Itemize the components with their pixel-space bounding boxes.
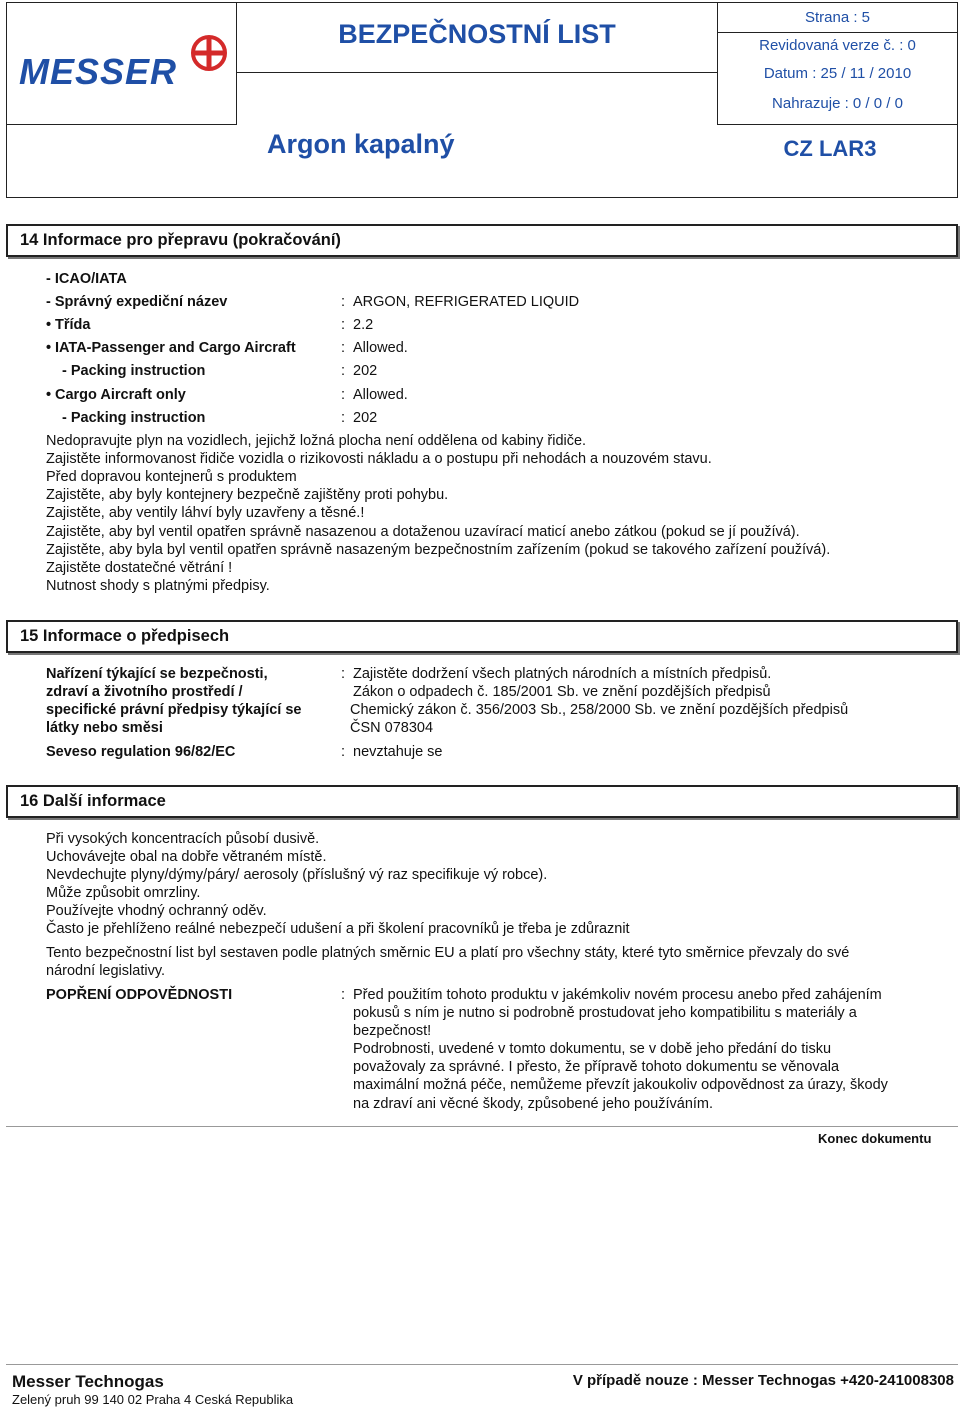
seveso-label: Seveso regulation 96/82/EC (46, 744, 236, 760)
disclaimer-line-5: považovaly za správné. I přesto, že přípravě tohoto dokumentu se věnovala (353, 1059, 840, 1075)
transport-note-8: Zajistěte dostatečné větrání ! (46, 560, 233, 576)
document-title: BEZPEČNOSTNÍ LIST (338, 19, 616, 49)
passenger-cargo-colon: : (341, 340, 346, 356)
regulation-label-1: Nařízení týkající se bezpečnosti, (46, 666, 268, 682)
regulation-label-2: zdraví a životního prostředí / (46, 684, 243, 700)
info-line-2: Uchovávejte obal na dobře větraném místě. (46, 849, 327, 865)
section-16-title: 16 Další informace (20, 792, 166, 810)
packing-instruction-label-1: - Packing instruction (62, 363, 206, 379)
cargo-only-label: • Cargo Aircraft only (55, 386, 186, 404)
seveso-value: nevztahuje se (353, 744, 443, 760)
section-14-heading (6, 224, 958, 257)
disclaimer-line-4: Podrobnosti, uvedené v tomto dokumentu, se v době jeho předání do tisku (353, 1041, 832, 1057)
regulation-value-1: Zajistěte dodržení všech platných národních a místních předpisů. (353, 666, 772, 682)
disclaimer-line-7: na zdraví ani věcné škody, způsobené jeho používáním. (353, 1096, 714, 1112)
packing-instruction-value-2: 202 (353, 410, 378, 426)
disclaimer-colon: : (341, 987, 346, 1003)
page-number: Strana : 5 (718, 7, 957, 33)
revision-date: Datum : 25 / 11 / 2010 (763, 65, 912, 82)
revision-number: Revidovaná verze č. : 0 (759, 37, 916, 54)
footer-company: Messer Technogas (12, 1372, 164, 1391)
class-colon: : (341, 317, 346, 333)
product-area (237, 73, 717, 197)
section-14-title: 14 Informace pro přepravu (pokračování) (20, 231, 341, 249)
legislation-line-2: národní legislativy. (46, 963, 166, 979)
transport-note-9: Nutnost shody s platnými předpisy. (46, 578, 270, 594)
disclaimer-label: POPŘENÍ ODPOVĚDNOSTI (46, 987, 233, 1003)
seveso-colon: : (341, 744, 346, 760)
info-line-4: Může způsobit omrzliny. (46, 885, 201, 901)
cargo-only-value: Allowed. (353, 387, 408, 403)
passenger-cargo-value: Allowed. (353, 340, 408, 356)
passenger-cargo-label: • IATA-Passenger and Cargo Aircraft (55, 339, 296, 357)
section-15-heading (6, 620, 958, 653)
cargo-only-colon: : (341, 387, 346, 403)
messer-logo-icon (189, 33, 229, 73)
packing-instruction-value-1: 202 (353, 363, 378, 379)
packing-instruction-colon-1: : (341, 363, 346, 379)
transport-note-1: Nedopravujte plyn na vozidlech, jejichž ložná plocha není oddělena od kabiny řidiče. (46, 433, 587, 449)
transport-note-4: Zajistěte, aby byly kontejnery bezpečně zajištěny proti pohybu. (46, 487, 449, 503)
product-name: Argon kapalný (267, 129, 455, 159)
packing-instruction-colon-2: : (341, 410, 346, 426)
shipping-name-label: - Správný expediční název (46, 294, 228, 310)
info-line-5: Používejte vhodný ochranný oděv. (46, 903, 267, 919)
end-divider (6, 1126, 958, 1127)
section-16-heading (6, 785, 958, 818)
transport-note-7: Zajistěte, aby byla byl ventil opatřen správně nasazeným bezpečnostním zařízením (pokud se takového zařízení používá). (46, 542, 831, 558)
class-label: • Třída (55, 316, 90, 334)
product-code: CZ LAR3 (783, 136, 877, 161)
info-line-3: Nevdechujte plyny/dýmy/páry/ aerosoly (příslušný vý raz specifikuje vý robce). (46, 867, 548, 883)
footer-divider (6, 1364, 958, 1365)
footer-emergency: V případě nouze : Messer Technogas +420-241008308 (572, 1372, 954, 1389)
disclaimer-line-1: Před použitím tohoto produktu v jakémkoliv novém procesu anebo před zahájením (353, 987, 882, 1003)
logo-area (7, 3, 237, 125)
shipping-name-colon: : (341, 294, 346, 310)
legislation-line-1: Tento bezpečnostní list byl sestaven podle platných směrnic EU a platí pro všechny státy, které tyto směrnice převzaly do své (46, 945, 850, 961)
regulation-label-4: látky nebo směsi (46, 720, 163, 736)
footer-address: Zelený pruh 99 140 02 Praha 4 Ceská Republika (12, 1392, 294, 1407)
messer-logo: MESSER (19, 51, 178, 92)
transport-note-6: Zajistěte, aby byl ventil opatřen správně nasazenou a dotaženou uzavírací maticí anebo zátkou (pokud se jí používá). (46, 524, 800, 540)
shipping-name-value: ARGON, REFRIGERATED LIQUID (353, 294, 580, 310)
regulation-value-4: ČSN 078304 (350, 720, 434, 736)
info-line-1: Při vysokých koncentracích působí dusivě. (46, 831, 320, 847)
disclaimer-line-3: bezpečnost! (353, 1023, 432, 1039)
icao-heading: - ICAO/IATA (46, 271, 127, 287)
transport-note-3: Před dopravou kontejnerů s produktem (46, 469, 297, 485)
regulation-value-2: Zákon o odpadech č. 185/2001 Sb. ve znění pozdějších předpisů (353, 684, 771, 700)
revision-info (717, 3, 957, 125)
info-line-6: Často je přehlíženo reálné nebezpečí udušení a při školení pracovníků je třeba je zdůraznit (46, 921, 630, 937)
transport-note-5: Zajistěte, aby ventily láhví byly uzavřeny a těsné.! (46, 505, 365, 521)
packing-instruction-label-2: - Packing instruction (62, 410, 206, 426)
regulation-colon: : (341, 666, 346, 682)
replaces-info: Nahrazuje : 0 / 0 / 0 (772, 95, 903, 112)
class-value: 2.2 (353, 317, 374, 333)
regulation-label-3: specifické právní předpisy týkající se (46, 702, 302, 718)
end-of-document: Konec dokumentu (818, 1131, 932, 1146)
title-area (237, 3, 717, 73)
disclaimer-line-2: pokusů s ním je nutno si podrobně prostudovat jeho kompatibilitu s materiály a (353, 1005, 857, 1021)
regulation-value-3: Chemický zákon č. 356/2003 Sb., 258/2000 Sb. ve znění pozdějších předpisů (350, 702, 849, 718)
disclaimer-line-6: maximální možná péče, nemůžeme převzít jakoukoliv odpovědnost za úrazy, škody (353, 1077, 888, 1093)
section-15-title: 15 Informace o předpisech (20, 627, 230, 645)
transport-note-2: Zajistěte informovanost řidiče vozidla o rizikovosti nákladu a o postupu při nehodách a nouzovém stavu. (46, 451, 712, 467)
document-header (6, 2, 958, 198)
